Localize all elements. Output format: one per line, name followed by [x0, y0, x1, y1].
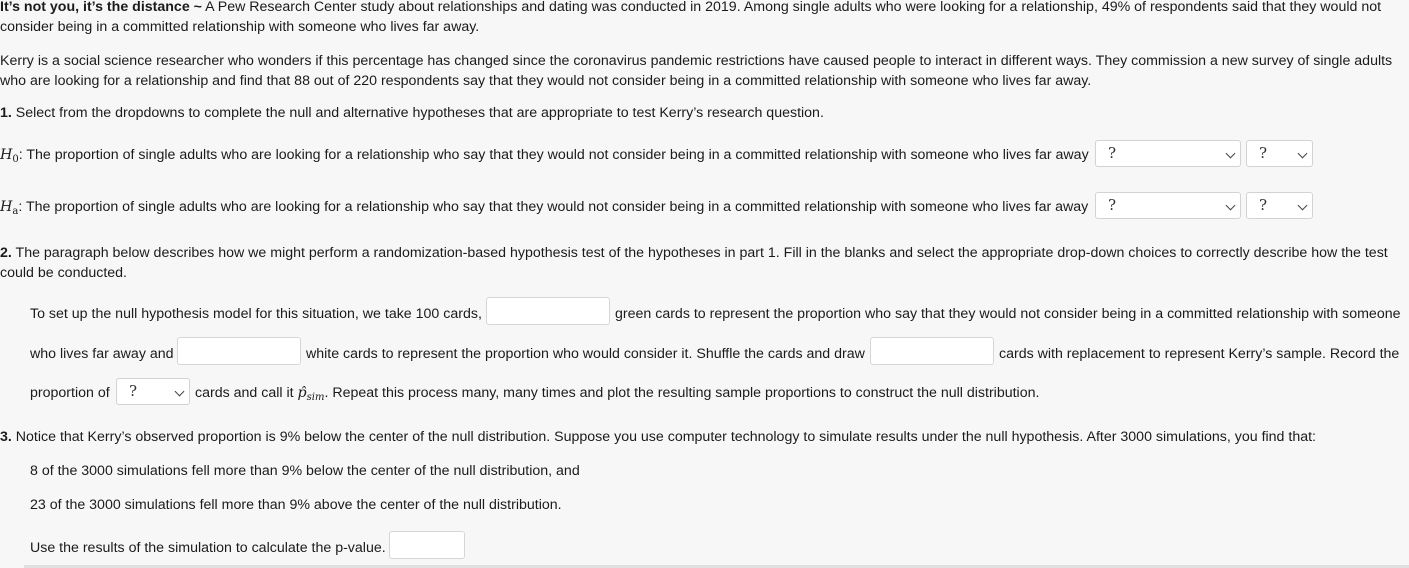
ha-parameter-select[interactable]: ? [1095, 192, 1241, 219]
q2-line3-text-a: proportion of [30, 385, 110, 401]
problem-title: It’s not you, it’s the distance ~ [0, 0, 202, 15]
chevron-down-icon [1226, 201, 1236, 211]
ha-value-select[interactable]: ? [1246, 192, 1313, 219]
intro-text: A Pew Research Center study about relationships and dating was conducted in 2019. Among single adults who were looking for a relationship, 49% of respondents said that they would not consider being in a committed relationship with someone who lives far away. [0, 0, 1382, 35]
h0-text: : The proportion of single adults who are looking for a relationship who say that they would not consider being in a committed relationship with someone who lives far away [18, 147, 1089, 163]
q2-line2-text-c: cards with replacement to represent Kerry’s sample. Record the [999, 346, 1400, 362]
h0-parameter-select[interactable]: ? [1095, 140, 1241, 167]
simulation-result-above: 23 of the 3000 simulations fell more than 9% above the center of the null distribution. [30, 497, 562, 513]
question-1-number: 1. [0, 105, 12, 121]
question-1-prompt [0, 105, 824, 121]
question-2-prompt [0, 243, 1400, 283]
chevron-down-icon [1226, 149, 1236, 159]
intro-paragraph [0, 0, 1400, 37]
chevron-down-icon [1298, 149, 1308, 159]
question-3-number: 3. [0, 429, 12, 445]
simulation-result-below: 8 of the 3000 simulations fell more than 9% below the center of the null distribution, and [30, 463, 580, 479]
p-hat-sim-symbol: $p̂_{sim}$ [297, 385, 325, 403]
context-paragraph: Kerry is a social science researcher who wonders if this percentage has changed since the coronavirus pandemic restrictions have caused people to interact in different ways. They commission a new survey of single adults who are looking for a relationship and find that 88 out of 220 respondents say that they would not consider being in a committed relationship with someone who lives far away. [0, 53, 1393, 89]
chevron-down-icon [1298, 201, 1308, 211]
h0-value-select[interactable]: ? [1246, 140, 1313, 167]
question-3-prompt [0, 429, 1316, 445]
p-value-input[interactable] [389, 531, 465, 559]
ha-text: : The proportion of single adults who are looking for a relationship who say that they would not consider being in a committed relationship with someone who lives far away [18, 199, 1089, 215]
q2-line3-text-b: cards and call it $p̂_{sim}$. Repeat this process many, many times and plot the resulting sample proportions to construct the null distribution. [195, 385, 1040, 403]
h0-symbol: $H_0$ [0, 147, 19, 165]
q2-line1-text-b: green cards to represent the proportion who say that they would not consider being in a committed relationship with someone [615, 306, 1401, 322]
q2-line1-text-a: To set up the null hypothesis model for this situation, we take 100 cards, [30, 306, 482, 322]
question-2-text: The paragraph below describes how we might perform a randomization-based hypothesis test of the hypotheses in part 1. Fill in the blanks and select the appropriate drop-down choices to correctly describe how the test could be conducted. [0, 245, 1388, 281]
q2-line2-text-b: white cards to represent the proportion who would consider it. Shuffle the cards and draw [306, 346, 865, 362]
green-cards-input[interactable] [486, 297, 610, 325]
question-2-number: 2. [0, 245, 12, 261]
question-1-text: Select from the dropdowns to complete the null and alternative hypotheses that are appropriate to test Kerry’s research question. [11, 105, 824, 121]
question-3-text: Notice that Kerry’s observed proportion is 9% below the center of the null distribution. Suppose you use computer technology to simulate results under the null hypothesis. After 3000 simulations, you find that: [11, 429, 1316, 445]
null-hypothesis-statement [0, 147, 1089, 165]
card-color-select[interactable]: ? [116, 378, 190, 405]
white-cards-input[interactable] [177, 337, 301, 365]
chevron-down-icon [175, 387, 185, 397]
q2-line2-text-a: who lives far away and [30, 346, 174, 362]
draw-count-input[interactable] [870, 337, 994, 365]
alternative-hypothesis-statement [0, 199, 1088, 217]
ha-symbol: $H_a$ [0, 199, 19, 217]
p-value-prompt: Use the results of the simulation to calculate the p-value. [30, 540, 386, 556]
